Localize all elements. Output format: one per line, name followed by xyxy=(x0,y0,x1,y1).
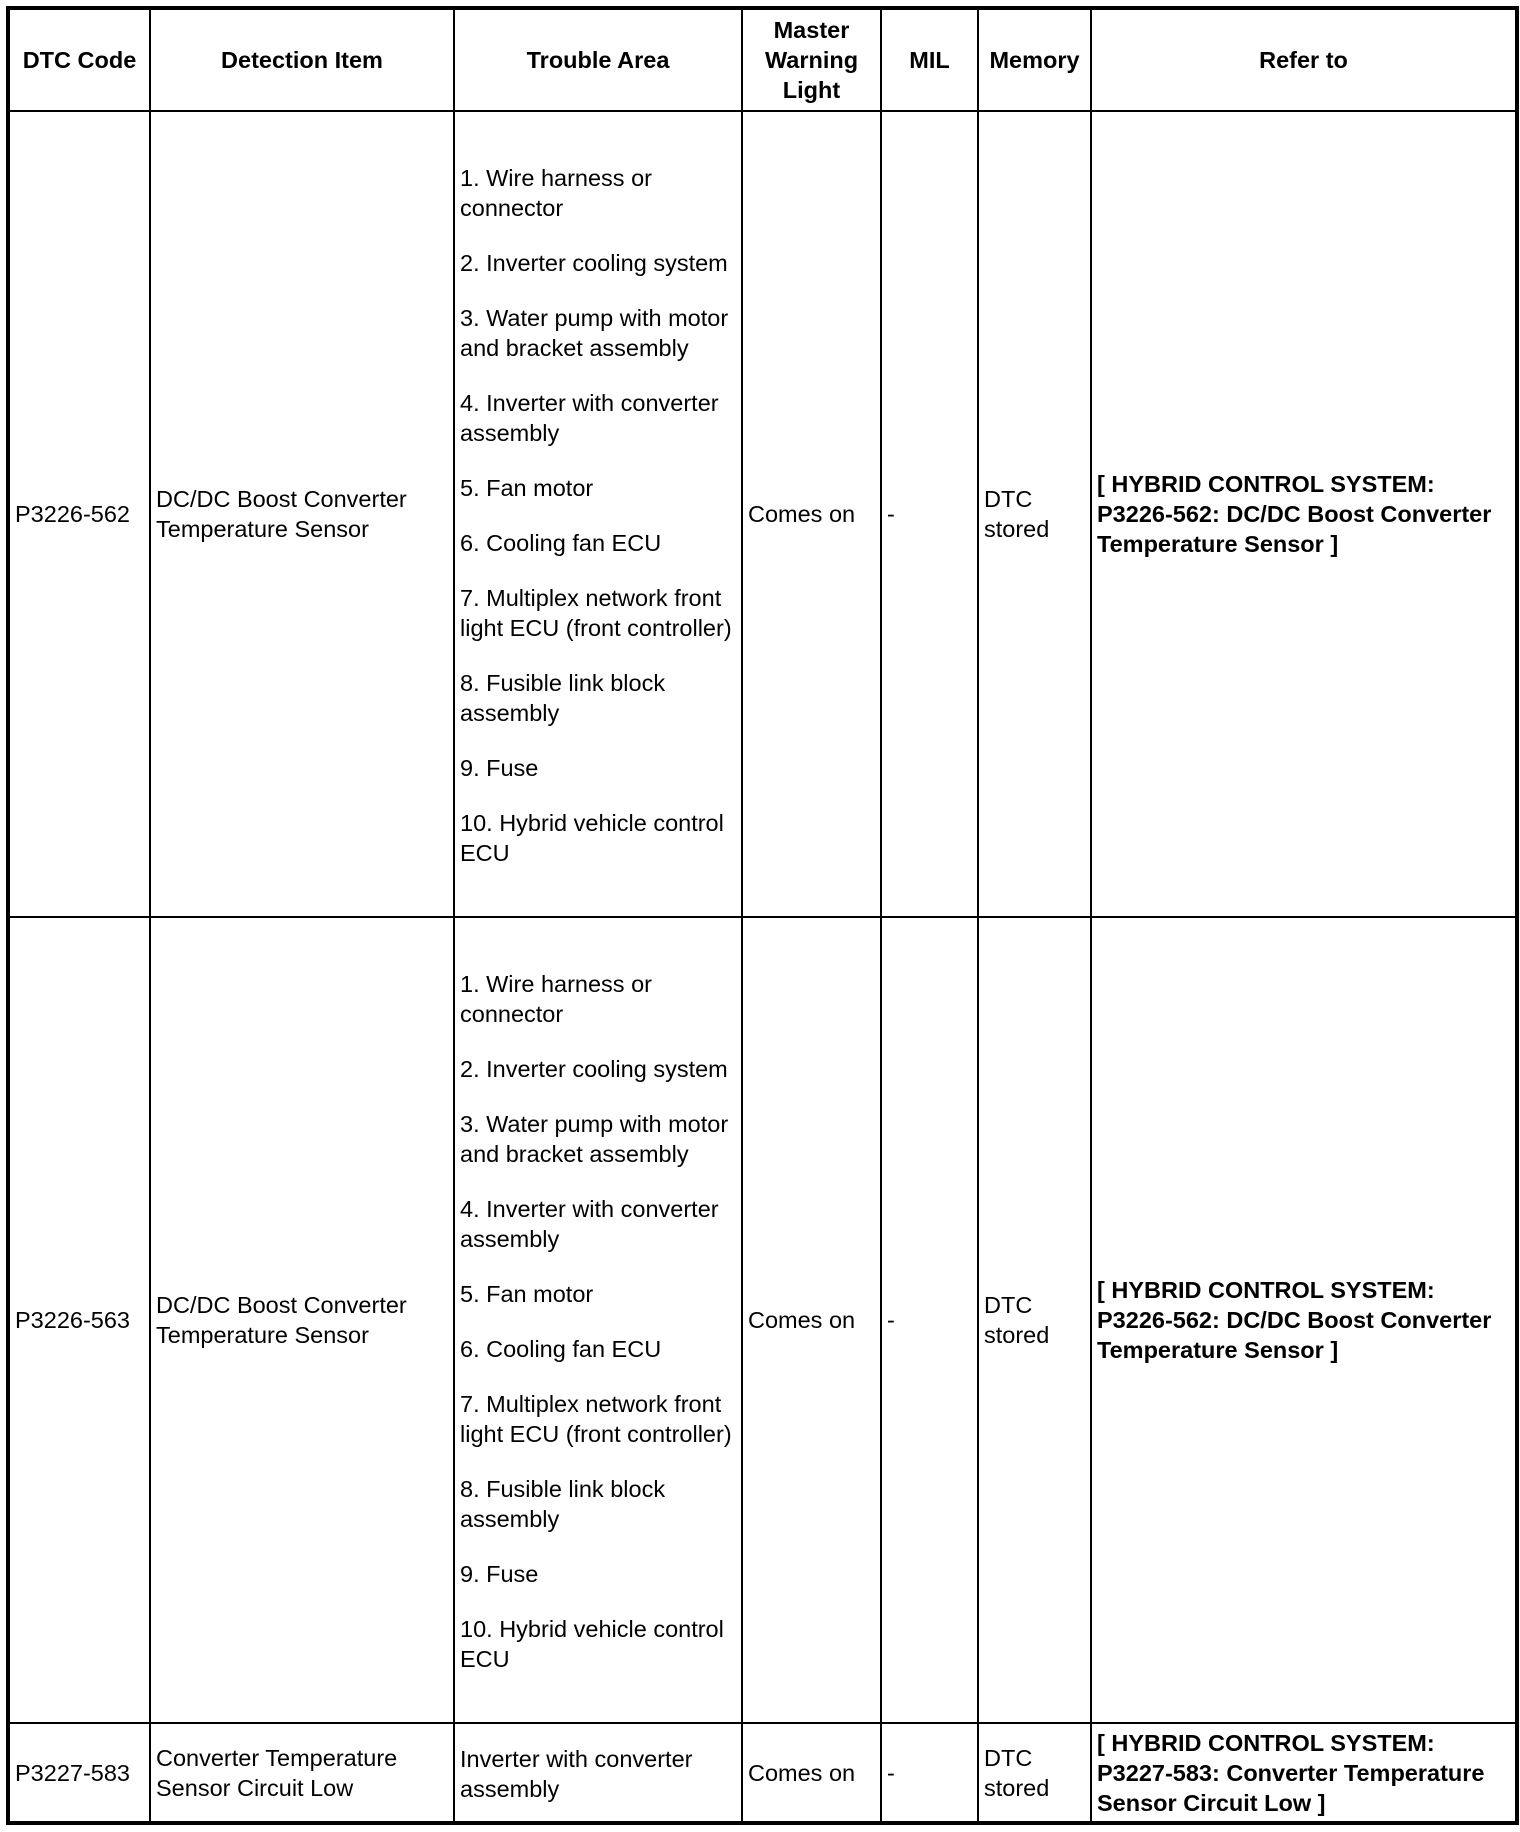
trouble-area-item: 1. Wire harness or connector xyxy=(460,164,652,221)
trouble-area-item: 7. Multiplex network front light ECU (front controller) xyxy=(460,1390,732,1447)
header-master-warning-light: Master Warning Light xyxy=(742,8,881,111)
trouble-area-item: 4. Inverter with converter assembly xyxy=(460,1195,719,1252)
master-warning-light-cell: Comes on xyxy=(742,111,881,917)
trouble-area-item: 2. Inverter cooling system xyxy=(460,249,728,276)
trouble-area-cell xyxy=(454,1723,742,1823)
table-row xyxy=(8,917,1517,1723)
trouble-area-item: 1. Wire harness or connector xyxy=(460,970,652,1027)
trouble-area-item: 3. Water pump with motor and bracket assembly xyxy=(460,1110,729,1167)
trouble-area-list xyxy=(460,1738,736,1808)
table-row xyxy=(8,111,1517,917)
trouble-area-item: 10. Hybrid vehicle control ECU xyxy=(460,809,724,866)
trouble-area-item: 2. Inverter cooling system xyxy=(460,1055,728,1082)
trouble-area-cell xyxy=(454,111,742,917)
memory-cell: DTC stored xyxy=(978,917,1091,1723)
dtc-table xyxy=(6,6,1519,1825)
dtc-code-cell: P3226-562 xyxy=(8,111,150,917)
header-refer-to: Refer to xyxy=(1091,8,1517,111)
mil-cell: - xyxy=(881,1723,978,1823)
trouble-area-item: 6. Cooling fan ECU xyxy=(460,529,662,556)
detection-item-cell: DC/DC Boost Converter Temperature Sensor xyxy=(150,917,454,1723)
master-warning-light-cell: Comes on xyxy=(742,917,881,1723)
memory-cell: DTC stored xyxy=(978,1723,1091,1823)
trouble-area-item: 3. Water pump with motor and bracket assembly xyxy=(460,304,729,361)
header-detection-item: Detection Item xyxy=(150,8,454,111)
trouble-area-item: 7. Multiplex network front light ECU (front controller) xyxy=(460,584,732,641)
trouble-area-item: 8. Fusible link block assembly xyxy=(460,1475,666,1532)
header-dtc-code: DTC Code xyxy=(8,8,150,111)
trouble-area-item: 5. Fan motor xyxy=(460,474,594,501)
header-trouble-area: Trouble Area xyxy=(454,8,742,111)
trouble-area-list xyxy=(460,157,736,872)
trouble-area-item: 10. Hybrid vehicle control ECU xyxy=(460,1615,724,1672)
trouble-area-item: 9. Fuse xyxy=(460,1560,539,1587)
mil-cell: - xyxy=(881,111,978,917)
dtc-code-cell: P3227-583 xyxy=(8,1723,150,1823)
detection-item-cell: Converter Temperature Sensor Circuit Low xyxy=(150,1723,454,1823)
trouble-area-item: 9. Fuse xyxy=(460,754,539,781)
trouble-area-list xyxy=(460,963,736,1678)
dtc-code-cell: P3226-563 xyxy=(8,917,150,1723)
trouble-area-item: 6. Cooling fan ECU xyxy=(460,1335,662,1362)
mil-cell: - xyxy=(881,917,978,1723)
refer-to-cell: [ HYBRID CONTROL SYSTEM: P3227-583: Converter Temperature Sensor Circuit Low ] xyxy=(1091,1723,1517,1823)
detection-item-cell: DC/DC Boost Converter Temperature Sensor xyxy=(150,111,454,917)
dtc-table-container xyxy=(6,6,1519,1825)
refer-to-cell: [ HYBRID CONTROL SYSTEM: P3226-562: DC/DC Boost Converter Temperature Sensor ] xyxy=(1091,917,1517,1723)
trouble-area-item: 5. Fan motor xyxy=(460,1280,594,1307)
trouble-area-cell xyxy=(454,917,742,1723)
trouble-area-item: Inverter with converter assembly xyxy=(460,1745,693,1802)
trouble-area-item: 8. Fusible link block assembly xyxy=(460,669,666,726)
trouble-area-item: 4. Inverter with converter assembly xyxy=(460,389,719,446)
header-mil: MIL xyxy=(881,8,978,111)
table-header-row xyxy=(8,8,1517,111)
memory-cell: DTC stored xyxy=(978,111,1091,917)
master-warning-light-cell: Comes on xyxy=(742,1723,881,1823)
refer-to-cell: [ HYBRID CONTROL SYSTEM: P3226-562: DC/DC Boost Converter Temperature Sensor ] xyxy=(1091,111,1517,917)
table-row xyxy=(8,1723,1517,1823)
header-memory: Memory xyxy=(978,8,1091,111)
